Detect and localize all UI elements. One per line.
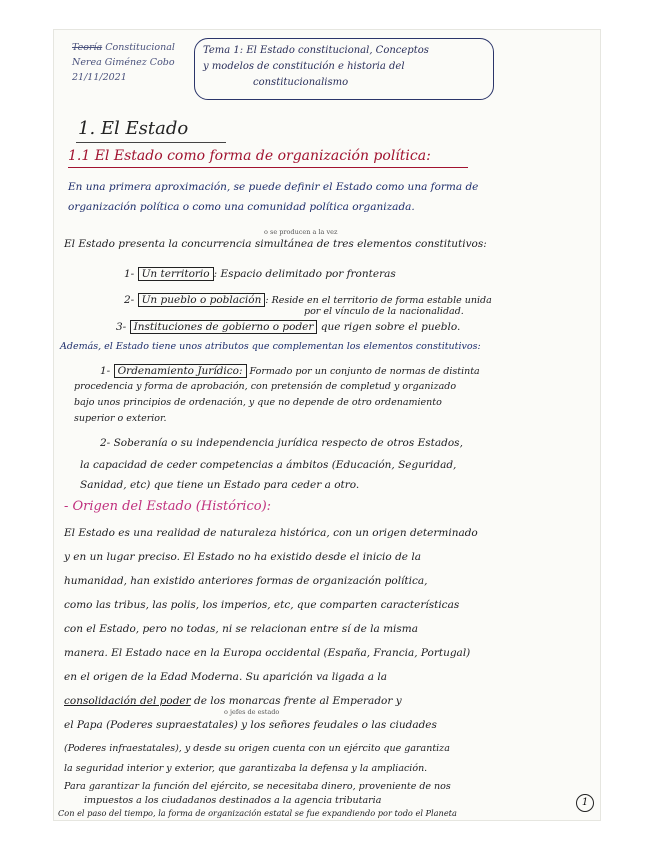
origin-line-6: manera. El Estado nace en la Europa occidental (España, Francia, Portugal) [64, 647, 471, 659]
origin-line-4: como las tribus, las polis, los imperios, etc, que comparten características [64, 599, 460, 611]
origin-line-8-rest: de los monarcas frente al Emperador y [190, 695, 402, 707]
origin-line-2: y en un lugar preciso. El Estado no ha existido desde el inicio de la [64, 551, 421, 563]
subject: Constitucional [105, 42, 175, 53]
origin-line-3: humanidad, han existido anteriores formas de organización política, [64, 575, 428, 587]
attribute-2-line-2: la capacidad de ceder competencias a ámbitos (Educación, Seguridad, [80, 459, 457, 471]
subsection-heading: 1.1 El Estado como forma de organización política: [68, 148, 431, 164]
section-heading-underline [76, 142, 226, 143]
date: 21/11/2021 [72, 72, 127, 83]
section-heading: 1. El Estado [78, 118, 189, 139]
origin-line-7: en el origen de la Edad Moderna. Su aparición va ligada a la [64, 671, 387, 683]
title-line-2: y modelos de constitución e historia del [203, 61, 405, 72]
title-line-3: constitucionalismo [253, 77, 349, 88]
attribute-2-line-3: Sanidad, etc) que tiene un Estado para ceder a otro. [80, 479, 360, 491]
element-2-label: Un pueblo o población [138, 293, 266, 307]
origin-line-8 [64, 694, 402, 708]
element-1-text: : Espacio delimitado por fronteras [213, 268, 396, 280]
origin-line-9: el Papa (Poderes supraestatales) y los señores feudales o las ciudades [64, 719, 437, 731]
consolidation-underlined: consolidación del poder [64, 695, 191, 707]
origin-line-11: la seguridad interior y exterior, que garantizaba la defensa y la ampliación. [64, 763, 428, 774]
element-1-label: Un territorio [138, 267, 214, 281]
attribute-1-line-4: superior o exterior. [74, 413, 167, 424]
intro-line-2: organización política o como una comunidad política organizada. [68, 201, 415, 213]
attribute-1-line-2: procedencia y forma de aprobación, con pretensión de completud y organizado [74, 381, 457, 392]
attribute-1: 1- Ordenamiento Jurídico: Formado por un conjunto de normas de distinta [100, 365, 480, 377]
origin-line-12: Para garantizar la función del ejército, se necesitaba dinero, proveniente de nos [64, 781, 451, 792]
topic-title-box [194, 38, 494, 100]
author: Nerea Giménez Cobo [72, 57, 175, 68]
title-line-1: Tema 1: El Estado constitucional, Conceptos [203, 45, 429, 56]
header-meta [72, 40, 192, 85]
notebook-page [54, 30, 600, 820]
attribute-1-line-3: bajo unos principios de ordenación, y que no depende de otro ordenamiento [74, 397, 442, 408]
origin-line-5: con el Estado, pero no todas, ni se relacionan entre sí de la misma [64, 623, 419, 635]
annotation-simultanea: o se producen a la vez [264, 228, 338, 236]
element-3-text: que rigen sobre el pueblo. [317, 321, 461, 333]
element-2: 2- Un pueblo o población : Reside en el territorio de forma estable unida [124, 294, 492, 306]
element-2-cont: por el vínculo de la nacionalidad. [304, 306, 464, 317]
attribute-1-label: Ordenamiento Jurídico: [114, 364, 247, 378]
element-2-text: : Reside en el territorio de forma estable unida [265, 295, 492, 306]
element-1: 1- Un territorio : Espacio delimitado por fronteras [124, 268, 396, 280]
element-3: 3- Instituciones de gobierno o poder que rigen sobre el pueblo. [116, 321, 461, 333]
origin-line-10: (Poderes infraestatales), y desde su origen cuenta con un ejército que garantiza [64, 743, 450, 754]
element-3-label: Instituciones de gobierno o poder [130, 320, 318, 334]
annotation-jefes: o jefes de estado [224, 708, 280, 716]
attribute-1-text: Formado por un conjunto de normas de distinta [246, 366, 480, 377]
attributes-intro: Además, el Estado tiene unos atributos que complementan los elementos constitutivos: [60, 341, 481, 352]
origin-line-13: impuestos a los ciudadanos destinados a la agencia tributaria [84, 795, 382, 806]
attribute-2-line-1: 2- Soberanía o su independencia jurídica respecto de otros Estados, [100, 437, 463, 449]
subsection-heading-underline [68, 167, 468, 168]
origin-heading: - Origen del Estado (Histórico): [64, 499, 272, 514]
page-number: 1 [576, 794, 594, 812]
intro-line-1: En una primera aproximación, se puede definir el Estado como una forma de [68, 181, 479, 193]
subject-struck: Teoría [72, 42, 103, 53]
origin-line-14: Con el paso del tiempo, la forma de organización estatal se fue expandiendo por todo el Planeta [58, 808, 457, 818]
origin-line-1: El Estado es una realidad de naturaleza histórica, con un origen determinado [64, 527, 478, 539]
elements-intro: El Estado presenta la concurrencia simultánea de tres elementos constitutivos: [64, 238, 487, 250]
